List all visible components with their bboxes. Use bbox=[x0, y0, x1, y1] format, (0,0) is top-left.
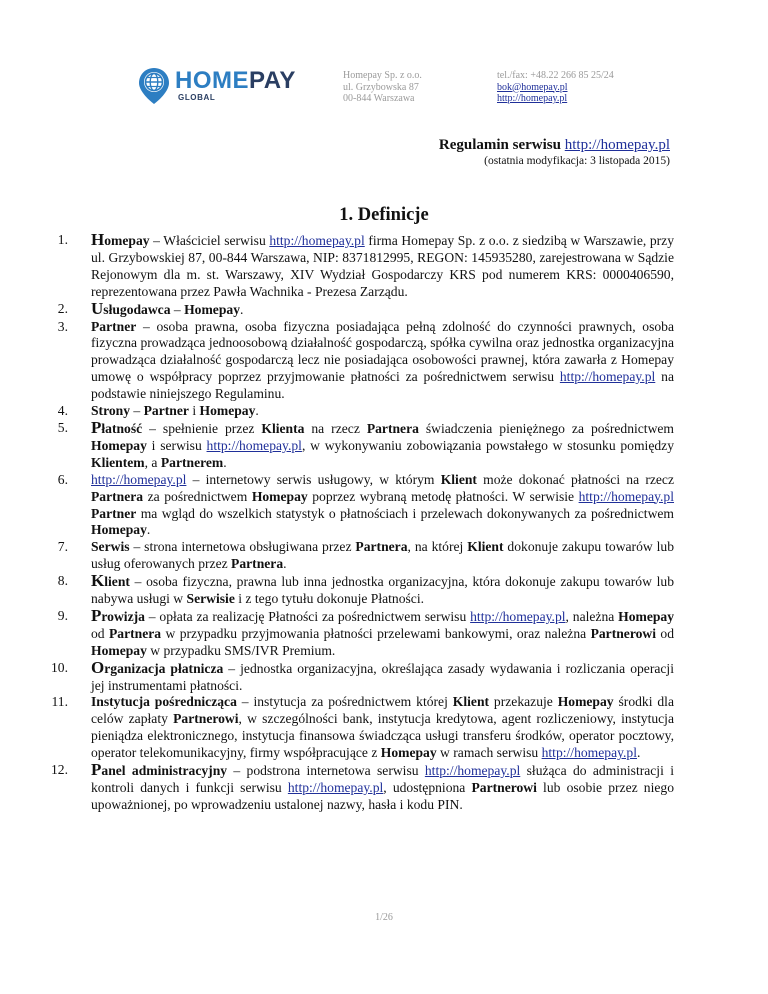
homepay-link[interactable]: http://homepay.pl bbox=[541, 745, 638, 761]
definition-text: , na której bbox=[407, 539, 468, 555]
term-initial: P bbox=[91, 605, 102, 625]
term-bold: Partnera bbox=[355, 539, 408, 555]
homepay-link[interactable]: http://homepay.pl bbox=[424, 763, 521, 779]
definition-text: lub osobie przez niego upoważnionej, po wprowadzeniu ustalonej nazwy, hasła i kodu PIN. bbox=[91, 780, 674, 812]
definition-item bbox=[28, 539, 674, 573]
globe-pin-icon bbox=[137, 66, 171, 106]
definition-text: . bbox=[223, 454, 227, 470]
definition-text: , należna bbox=[565, 608, 619, 624]
modification-date: (ostatnia modyfikacja: 3 listopada 2015) bbox=[484, 155, 670, 167]
definition-text: , w szczególności bank, instytucja kredytowa, agent rozliczeniowy, instytucja pieniądza elektronicznego, instytucja finansowa świadcząca usługi transferu środków, operator pocztowy, operator telekomunikacyjny, firmy współpracujące z bbox=[91, 711, 674, 761]
homepay-logo bbox=[137, 66, 296, 106]
definition-text: – bbox=[130, 403, 144, 419]
homepay-link[interactable]: http://homepay.pl bbox=[559, 369, 656, 385]
definition-number: 1. bbox=[57, 232, 68, 247]
term-bold: Homepay bbox=[557, 694, 614, 710]
definition-text: w przypadku SMS/IVR Premium. bbox=[146, 642, 336, 658]
term-initial: P bbox=[91, 760, 102, 780]
definition-item bbox=[28, 472, 674, 540]
definition-item bbox=[28, 605, 675, 660]
definition-text: – osoba prawna, osoba fizyczna posiadająca pełną zdolność do czynności prawnych, osoba fizyczna prowadząca jednoosobową działalność gospodarczą, spółka cywilna oraz jednostka organizacyjna prowadząca działalność gospodarczą lecz nie posiadająca osobowości prawnej, która zawarła z Homepay umowę o współpracy poprzez przyjmowanie płatności za pośrednictwem serwisu bbox=[91, 318, 674, 385]
term-bold: Partnerowi bbox=[173, 711, 239, 727]
term-bold: Homepay bbox=[184, 301, 240, 317]
term-initial: O bbox=[91, 657, 105, 677]
term-bold: Partner bbox=[143, 403, 189, 419]
term-bold: Homepay bbox=[91, 522, 147, 538]
company-contact bbox=[497, 70, 614, 105]
term-bold: anel administracyjny bbox=[101, 763, 228, 779]
definition-text: – bbox=[170, 301, 185, 317]
website-link[interactable]: http://homepay.pl bbox=[497, 93, 568, 104]
definition-item bbox=[28, 762, 674, 814]
definition-text: – osoba fizyczna, prawna lub inna jednostka organizacyjna, która dokonuje zakupu towarów lub nabywa usługi w bbox=[91, 574, 674, 607]
definition-text: środki dla celów zapłaty bbox=[91, 694, 674, 727]
term-initial: K bbox=[91, 571, 105, 591]
term-bold: Homepay bbox=[251, 488, 308, 504]
definition-item bbox=[28, 232, 674, 301]
term-bold: Partner bbox=[91, 505, 137, 521]
address-line: 00-844 Warszawa bbox=[343, 93, 415, 104]
term-bold: Strony bbox=[91, 403, 131, 419]
term-bold: Homepay bbox=[380, 745, 437, 761]
address-line: Homepay Sp. z o.o. bbox=[343, 70, 422, 81]
term-bold: Serwis bbox=[91, 539, 130, 555]
term-initial: U bbox=[91, 298, 104, 318]
definition-number: 3. bbox=[57, 318, 68, 334]
term-bold: Klient bbox=[452, 694, 490, 710]
definition-text: – jednostka organizacyjna, określająca zasady wydawania i rozliczania operacji jej instrumentami płatności. bbox=[91, 660, 674, 693]
definition-text: . bbox=[146, 522, 151, 538]
definition-text: i z tego tytułu dokonuje Płatności. bbox=[234, 591, 425, 607]
definition-text: . bbox=[283, 556, 287, 572]
definition-text: , udostępniona bbox=[383, 780, 472, 795]
definition-item bbox=[28, 694, 674, 762]
definitions-list bbox=[28, 232, 674, 814]
term-bold: Klienta bbox=[261, 420, 305, 436]
definition-text: i bbox=[188, 403, 200, 419]
term-bold: rowizja bbox=[101, 608, 145, 624]
term-bold: Partnera bbox=[109, 625, 162, 641]
definition-item bbox=[28, 319, 674, 404]
term-initial: P bbox=[91, 417, 102, 437]
term-bold: Partnera bbox=[366, 420, 419, 436]
homepay-link[interactable]: http://homepay.pl bbox=[91, 471, 187, 487]
definition-text: na podstawie niniejszego Regulaminu. bbox=[91, 369, 674, 402]
term-bold: Serwisie bbox=[186, 591, 235, 607]
page-number: 1/26 bbox=[375, 912, 393, 923]
definition-number: 2. bbox=[57, 300, 68, 316]
term-bold: Klient bbox=[440, 471, 477, 487]
definition-text: od bbox=[656, 625, 675, 641]
term-bold: Instytucja pośrednicząca bbox=[91, 694, 237, 710]
document-title: Regulamin serwisu http://homepay.pl bbox=[438, 137, 670, 153]
definition-text: – opłata za realizację Płatności za pośrednictwem serwisu bbox=[144, 608, 471, 624]
homepay-link[interactable]: http://homepay.pl bbox=[206, 437, 302, 453]
definition-text: poprzez wybraną metodę płatności. W serwisie bbox=[307, 488, 579, 504]
term-bold: Partnera bbox=[231, 556, 284, 572]
definition-number: 11. bbox=[51, 694, 68, 710]
term-bold: Klientem bbox=[91, 454, 145, 470]
title-link[interactable]: http://homepay.pl bbox=[564, 137, 670, 153]
logo-subtitle: GLOBAL bbox=[178, 93, 216, 102]
definition-text: w ramach serwisu bbox=[436, 745, 542, 761]
definition-text: , w wykonywaniu zobowiązania powstałego w stosunku pomiędzy bbox=[301, 437, 674, 453]
term-bold: Partner bbox=[91, 318, 137, 334]
term-bold: Partnerowi bbox=[471, 780, 537, 795]
definition-text: – internetowy serwis usługowy, w którym bbox=[186, 471, 441, 487]
definition-text: , a bbox=[144, 454, 161, 470]
definition-number: 10. bbox=[51, 659, 68, 675]
homepay-link[interactable]: http://homepay.pl bbox=[269, 233, 365, 248]
definition-number: 8. bbox=[57, 573, 68, 589]
homepay-link[interactable]: http://homepay.pl bbox=[287, 780, 384, 795]
email-link[interactable]: bok@homepay.pl bbox=[497, 81, 568, 93]
term-bold: Klient bbox=[467, 539, 504, 555]
definition-number: 9. bbox=[57, 607, 68, 623]
definition-text: za pośrednictwem bbox=[143, 488, 252, 504]
term-bold: Partnerem bbox=[160, 454, 224, 470]
term-bold: Partnerowi bbox=[590, 625, 657, 641]
definition-text: dokonuje zakupu towarów lub usług oferowanych przez bbox=[91, 539, 674, 572]
definition-text: na rzecz bbox=[304, 420, 367, 436]
definition-text: służąca do administracji i kontroli danych i funkcji serwisu bbox=[91, 763, 674, 795]
company-address bbox=[343, 70, 422, 105]
definition-number: 7. bbox=[57, 539, 68, 555]
definition-number: 4. bbox=[57, 403, 68, 419]
definition-text: świadczenia pieniężnego za pośrednictwem bbox=[418, 420, 674, 436]
definition-number: 12. bbox=[51, 762, 68, 778]
definition-text: – strona internetowa obsługiwana przez bbox=[129, 539, 356, 555]
term-bold: Homepay bbox=[199, 403, 256, 419]
term-bold: omepay bbox=[104, 233, 150, 248]
definition-text: – Właściciel serwisu bbox=[149, 233, 270, 248]
homepay-link[interactable]: http://homepay.pl bbox=[470, 608, 566, 624]
definition-text: – spełnienie przez bbox=[142, 420, 262, 436]
definition-number: 5. bbox=[57, 419, 68, 435]
definition-text: firma Homepay Sp. z o.o. z siedzibą w Warszawie, przy ul. Grzybowskiej 87, 00-844 Warszawa, NIP: 8371812995, REGON: 145935280, zarejestrowana w Sądzie Rejonowym dla m. st. Warszawy, XIV Wydział Gospodarczy KRS pod numerem KRS: 0000406590, reprezentowana przez Pawła Wachnika - Prezesa Zarządu. bbox=[91, 233, 674, 299]
term-bold: Partnera bbox=[91, 488, 144, 504]
address-line: ul. Grzybowska 87 bbox=[343, 81, 419, 93]
definition-item bbox=[28, 417, 674, 472]
definition-text: i serwisu bbox=[146, 437, 207, 453]
definition-item bbox=[28, 298, 674, 319]
definition-text: od bbox=[91, 625, 109, 641]
definition-text: – instytucja za pośrednictwem której bbox=[236, 694, 453, 710]
term-bold: rganizacja płatnicza bbox=[104, 660, 224, 676]
definition-text: . bbox=[255, 403, 259, 419]
term-bold: Homepay bbox=[618, 608, 675, 624]
definition-item bbox=[28, 657, 674, 695]
definition-item bbox=[28, 403, 674, 420]
definition-text: może dokonać płatności na rzecz bbox=[476, 471, 674, 487]
term-bold: lient bbox=[104, 574, 130, 590]
term-bold: łatność bbox=[101, 420, 143, 436]
homepay-link[interactable]: http://homepay.pl bbox=[578, 488, 675, 504]
term-bold: Homepay bbox=[91, 437, 147, 453]
definition-text: – podstrona internetowa serwisu bbox=[227, 763, 425, 779]
definition-text: . bbox=[637, 745, 641, 761]
section-heading: 1. Definicje bbox=[339, 205, 429, 225]
definition-number: 6. bbox=[57, 471, 68, 487]
definition-text: ma wgląd do wszelkich statystyk o płatnościach i przelewach dokonywanych za pośrednictwem bbox=[136, 505, 674, 521]
phone-fax: tel./fax: +48.22 266 85 25/24 bbox=[497, 70, 614, 81]
term-initial: H bbox=[91, 230, 105, 249]
definition-item bbox=[28, 573, 674, 608]
term-bold: sługodawca bbox=[103, 301, 171, 317]
term-bold: Homepay bbox=[91, 642, 147, 658]
definition-text: w przypadku przyjmowania płatności przelewami bankowymi, oraz należna bbox=[161, 625, 591, 641]
definition-text: przekazuje bbox=[489, 694, 558, 710]
logo-wordmark: HOMEPAY bbox=[175, 67, 296, 94]
definition-text: . bbox=[240, 301, 244, 317]
